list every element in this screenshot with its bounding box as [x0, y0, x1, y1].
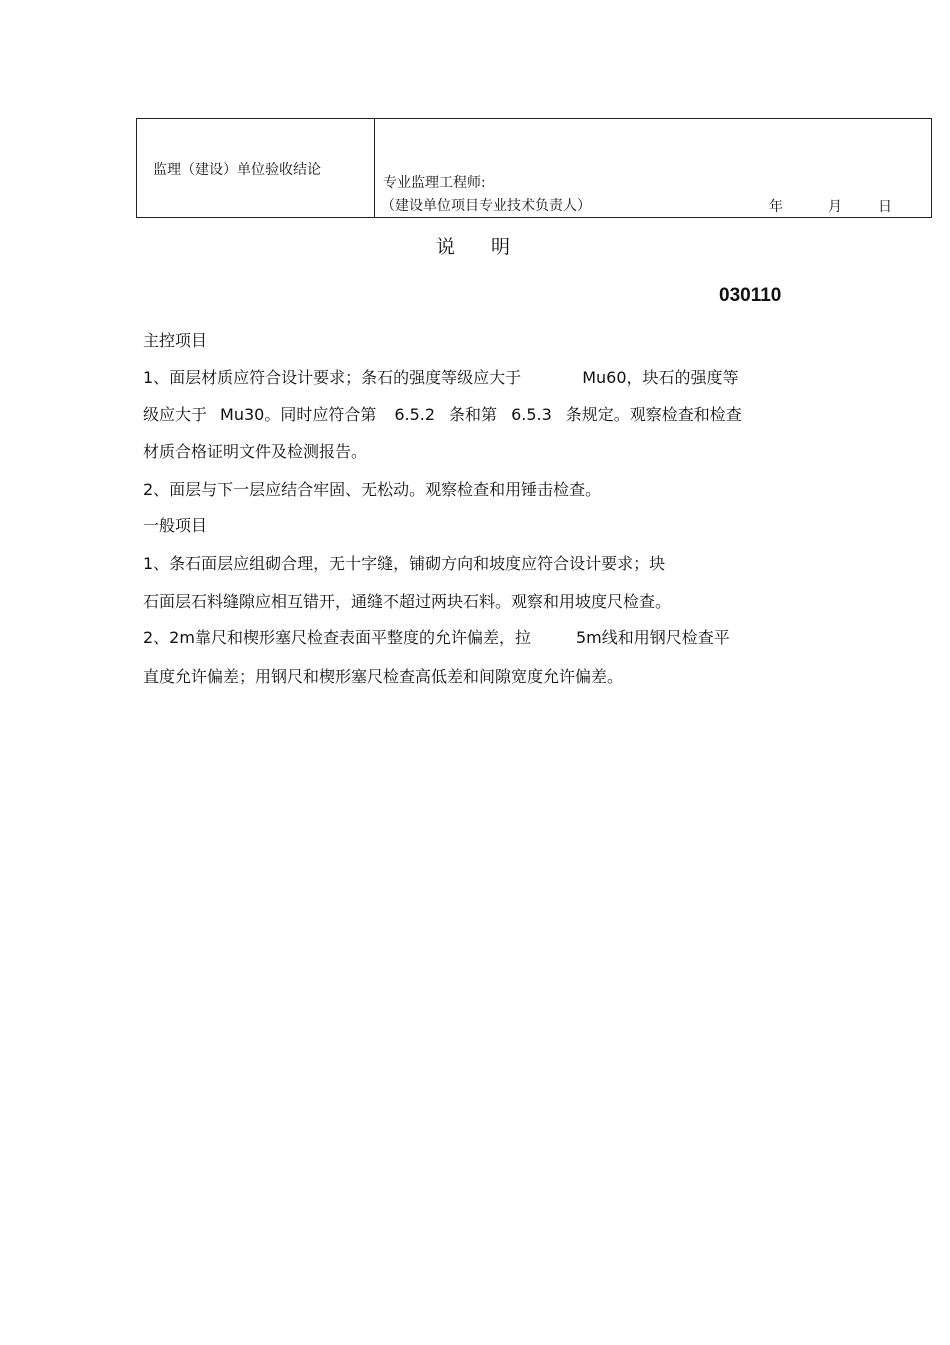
main-item-1-line-1 [143, 365, 739, 388]
supervising-engineer-label: 专业监理工程师: [383, 175, 486, 191]
general-item-2-line-1 [143, 625, 730, 648]
general-item-2-text-a: 2、2m靠尺和楔形塞尺检查表面平整度的允许偏差，拉 [143, 628, 531, 647]
general-items-heading: 一般项目 [143, 516, 208, 535]
main-control-heading: 主控项目 [143, 331, 208, 350]
main-item-1-text-c: 级应大于 [143, 405, 208, 424]
main-item-1-text-g: 6.5.3 [511, 405, 552, 424]
document-code: 030110 [719, 285, 782, 306]
general-item-2-text-b: 5m线和用钢尺检查平 [575, 628, 730, 647]
page-title: 说明 [436, 236, 547, 258]
general-item-1-line-1: 1、条石面层应组砌合理，无十字缝，铺砌方向和坡度应符合设计要求；块 [143, 554, 666, 573]
main-item-1-text-b: Mu60，块石的强度等 [582, 368, 739, 387]
main-item-1-line-2 [143, 402, 742, 425]
acceptance-conclusion-label: 监理（建设）单位验收结论 [153, 162, 321, 178]
technical-lead-label: （建设单位项目专业技术负责人） [381, 198, 591, 214]
date-day-label: 日 [878, 199, 892, 215]
date-month-label: 月 [828, 199, 842, 215]
main-item-1-text-d: Mu30。同时应符合第 [220, 405, 377, 424]
general-item-2-line-2: 直度允许偏差；用钢尺和楔形塞尺检查高低差和间隙宽度允许偏差。 [143, 667, 624, 686]
main-item-1-text-a: 1、面层材质应符合设计要求；条石的强度等级应大于 [143, 368, 522, 387]
acceptance-signature-table [136, 118, 932, 218]
main-item-1-text-f: 条和第 [449, 405, 498, 424]
main-item-1-line-3: 材质合格证明文件及检测报告。 [143, 442, 368, 461]
main-item-1-text-h: 条规定。观察检查和检查 [565, 405, 742, 424]
date-year-label: 年 [769, 199, 783, 215]
table-divider [374, 119, 375, 217]
main-item-2: 2、面层与下一层应结合牢固、无松动。观察检查和用锤击检查。 [143, 480, 602, 499]
main-item-1-text-e: 6.5.2 [394, 405, 436, 424]
general-item-1-line-2: 石面层石料缝隙应相互错开，通缝不超过两块石料。观察和用坡度尺检查。 [143, 592, 672, 611]
